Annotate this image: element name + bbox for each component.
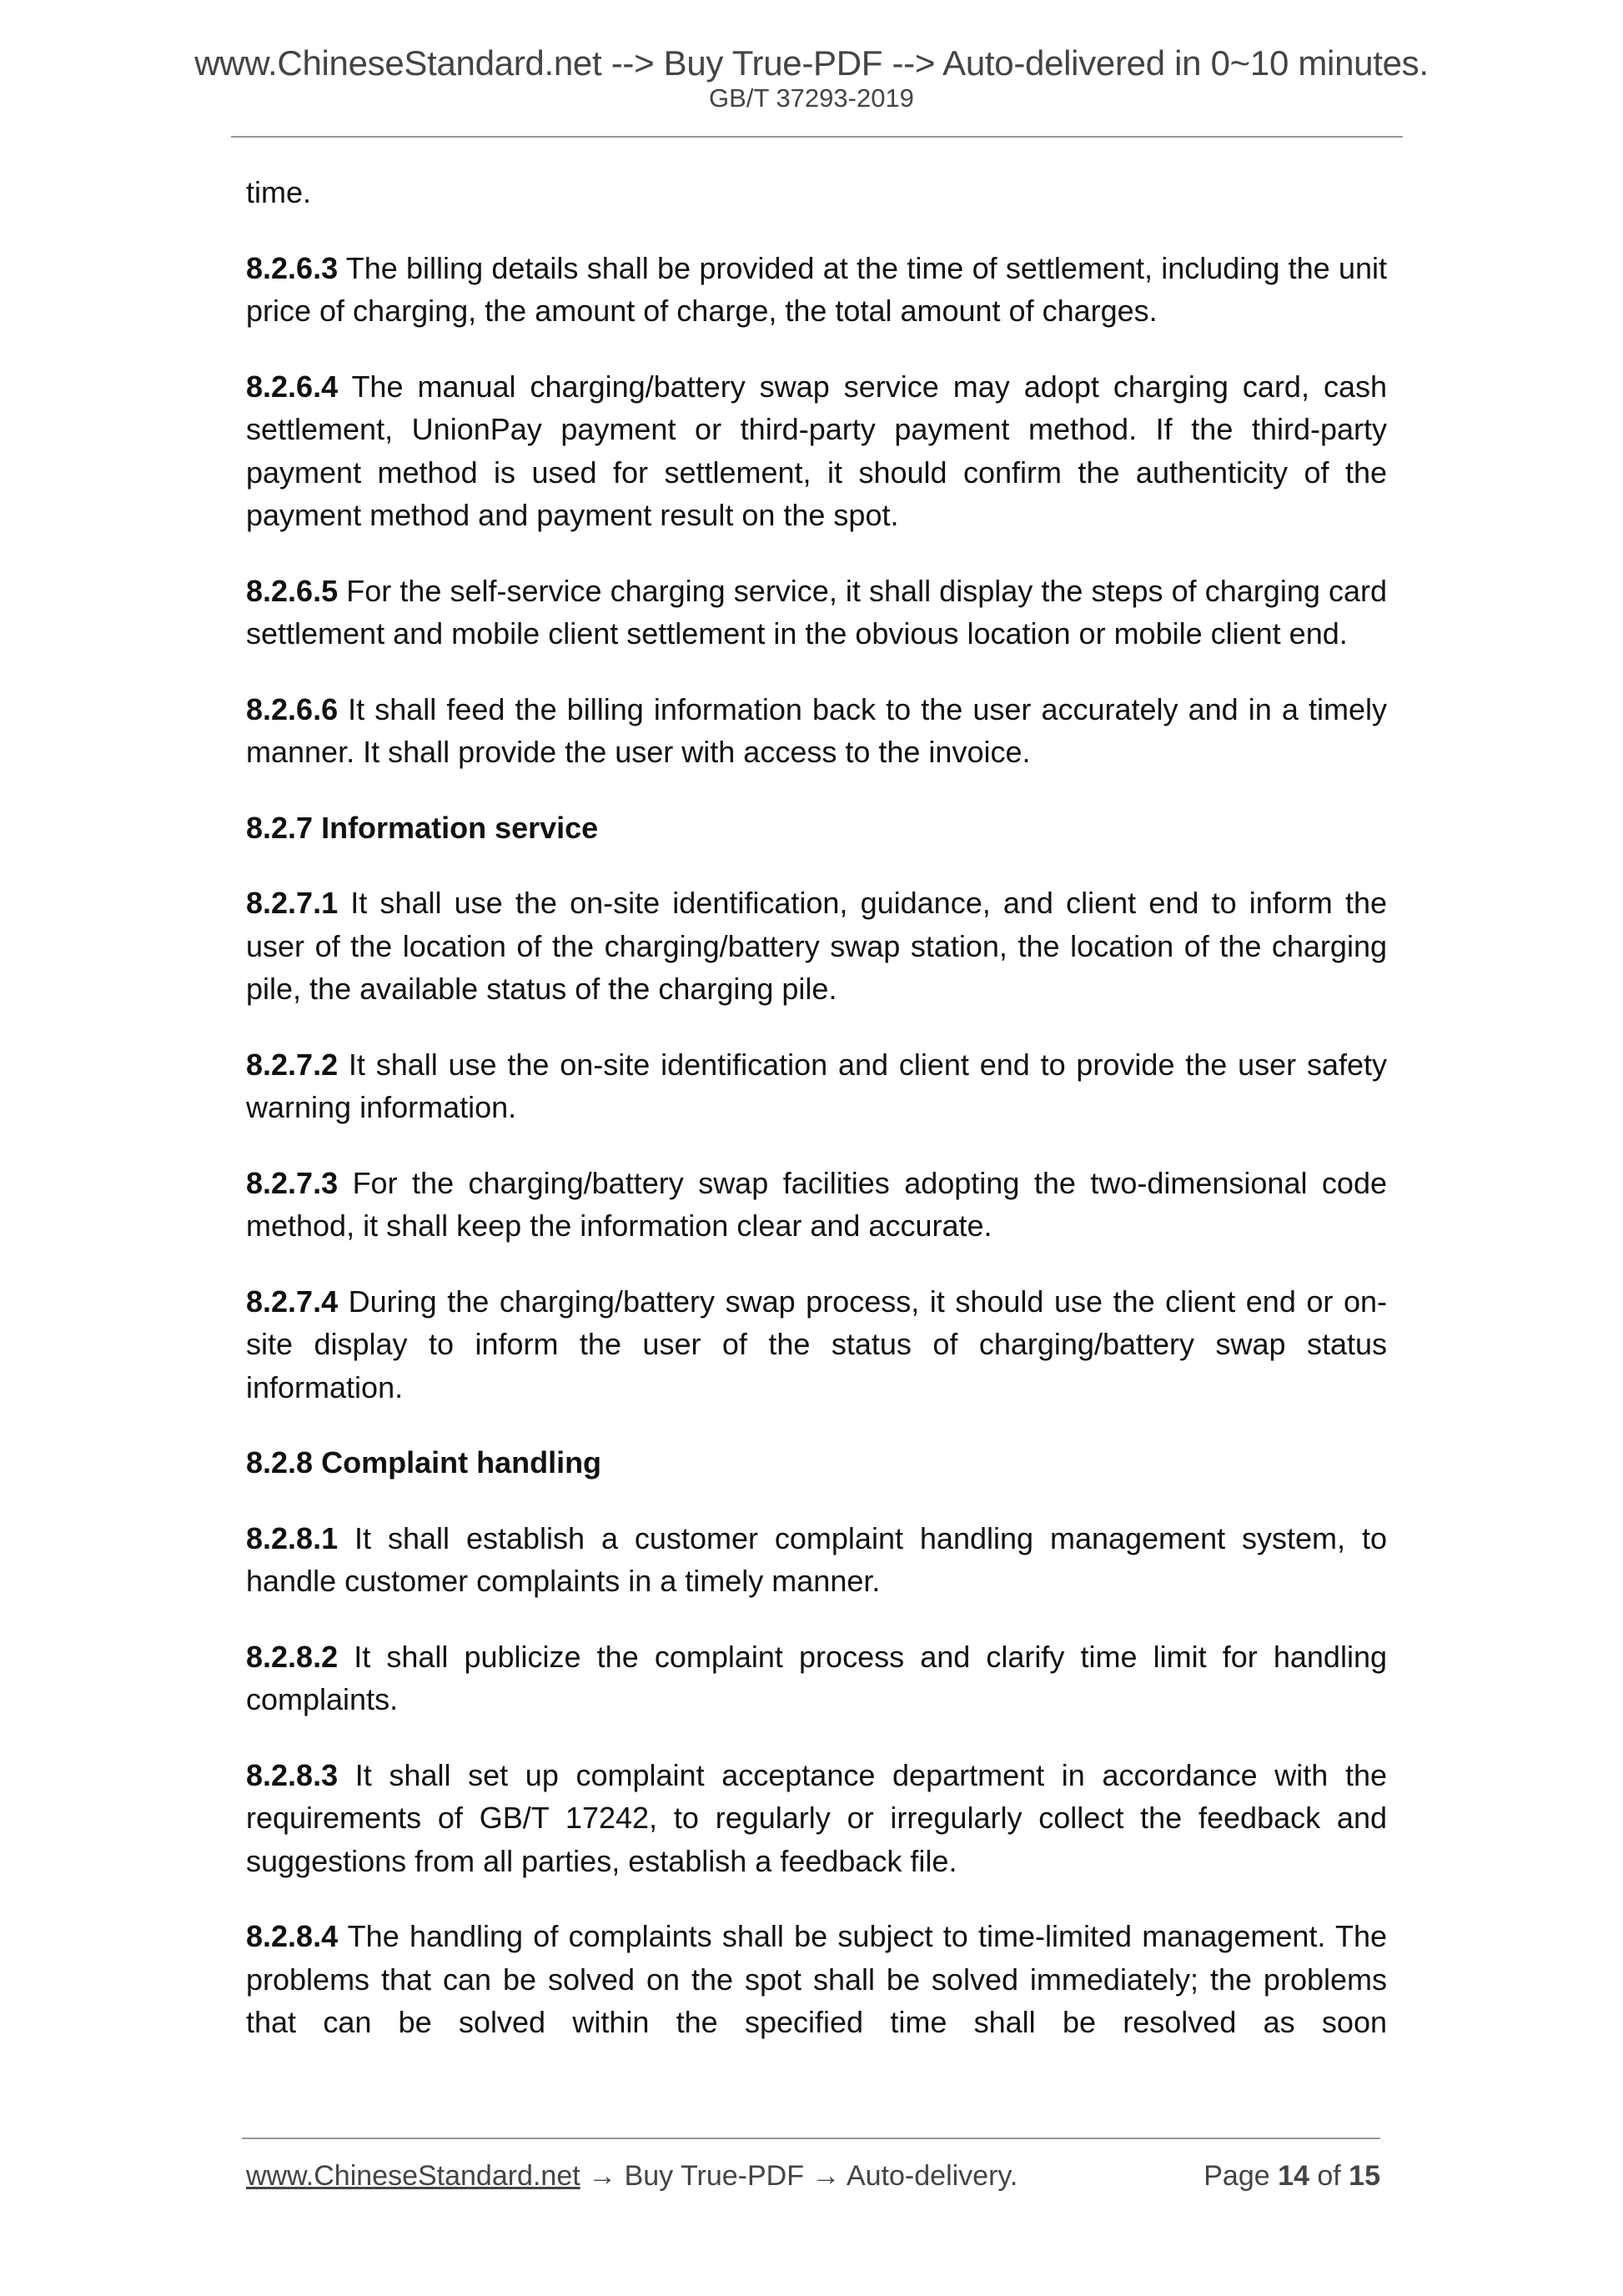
standard-id: GB/T 37293-2019	[709, 83, 914, 113]
clause-8-2-7-1: 8.2.7.1 It shall use the on-site identification, guidance, and client end to inform the user of the location of the charging/battery swap station, the location of the charging pile, the available status of the charging pile.	[246, 886, 1387, 1006]
header-banner: www.ChineseStandard.net --> Buy True-PDF --> Auto-delivered in 0~10 minutes.	[194, 43, 1429, 83]
clause-8-2-6-6: 8.2.6.6 It shall feed the billing information back to the user accurately and in a timely manner. It shall provide the user with access to the invoice.	[246, 691, 1387, 769]
section-heading-8-2-8: 8.2.8 Complaint handling	[246, 1445, 602, 1480]
footer-divider	[242, 2138, 1380, 2139]
clause-number: 8.2.6.3	[246, 250, 339, 285]
clause-number: 8.2.7.4	[246, 1284, 339, 1319]
document-body	[246, 171, 1387, 2077]
footer-tagline: www.ChineseStandard.net → Buy True-PDF → Auto-delivery.	[246, 2160, 1018, 2192]
footer-link[interactable]: www.ChineseStandard.net	[246, 2160, 580, 2192]
clause-8-2-7-3: 8.2.7.3 For the charging/battery swap facilities adopting the two-dimensional code method, it shall keep the information clear and accurate.	[246, 1165, 1387, 1243]
clause-number: 8.2.6.4	[246, 369, 339, 404]
clause-number: 8.2.8.1	[246, 1520, 339, 1555]
page-footer	[246, 2160, 1380, 2193]
clause-number: 8.2.7.3	[246, 1165, 339, 1200]
clause-number: 8.2.6.5	[246, 573, 339, 608]
page-total: 15	[1349, 2160, 1380, 2192]
clause-8-2-8-4: 8.2.8.4 The handling of complaints shall be subject to time-limited management. The problems that can be solved on the spot shall be solved immediately; the problems that can be solved within the specified time shall be resolved as soon	[246, 1919, 1387, 2039]
section-heading-8-2-7: 8.2.7 Information service	[246, 810, 599, 845]
page-number: 14	[1278, 2160, 1309, 2192]
paragraph: time.	[246, 175, 312, 209]
clause-8-2-7-4: 8.2.7.4 During the charging/battery swap process, it should use the client end or on-site display to inform the user of the status of charging/battery swap status information.	[246, 1284, 1387, 1404]
clause-8-2-6-5: 8.2.6.5 For the self-service charging service, it shall display the steps of charging card settlement and mobile client settlement in the obvious location or mobile client end.	[246, 573, 1387, 651]
clause-number: 8.2.7.2	[246, 1047, 339, 1082]
clause-number: 8.2.8.2	[246, 1639, 339, 1674]
clause-number: 8.2.6.6	[246, 691, 339, 726]
header-divider	[231, 136, 1403, 138]
clause-8-2-8-2: 8.2.8.2 It shall publicize the complaint process and clarify time limit for handling complaints.	[246, 1639, 1387, 1716]
clause-number: 8.2.7	[246, 810, 314, 845]
clause-number: 8.2.8.3	[246, 1757, 339, 1792]
page-indicator: Page 14 of 15	[1203, 2160, 1380, 2192]
clause-8-2-6-4: 8.2.6.4 The manual charging/battery swap service may adopt charging card, cash settlement, UnionPay payment or third-party payment method. If the third-party payment method is used for settlement, it should confirm the authenticity of the payment method and payment result on the spot.	[246, 369, 1387, 532]
clause-8-2-6-3: 8.2.6.3 The billing details shall be provided at the time of settlement, including the unit price of charging, the amount of charge, the total amount of charges.	[246, 250, 1387, 328]
clause-8-2-8-1: 8.2.8.1 It shall establish a customer complaint handling management system, to handle customer complaints in a timely manner.	[246, 1520, 1387, 1598]
clause-number: 8.2.7.1	[246, 886, 339, 920]
clause-8-2-8-3: 8.2.8.3 It shall set up complaint acceptance department in accordance with the requirements of GB/T 17242, to regularly or irregularly collect the feedback and suggestions from all parties, establish a feedback file.	[246, 1757, 1387, 1878]
clause-number: 8.2.8	[246, 1445, 314, 1480]
clause-number: 8.2.8.4	[246, 1919, 339, 1953]
clause-8-2-7-2: 8.2.7.2 It shall use the on-site identification and client end to provide the user safety warning information.	[246, 1047, 1387, 1124]
